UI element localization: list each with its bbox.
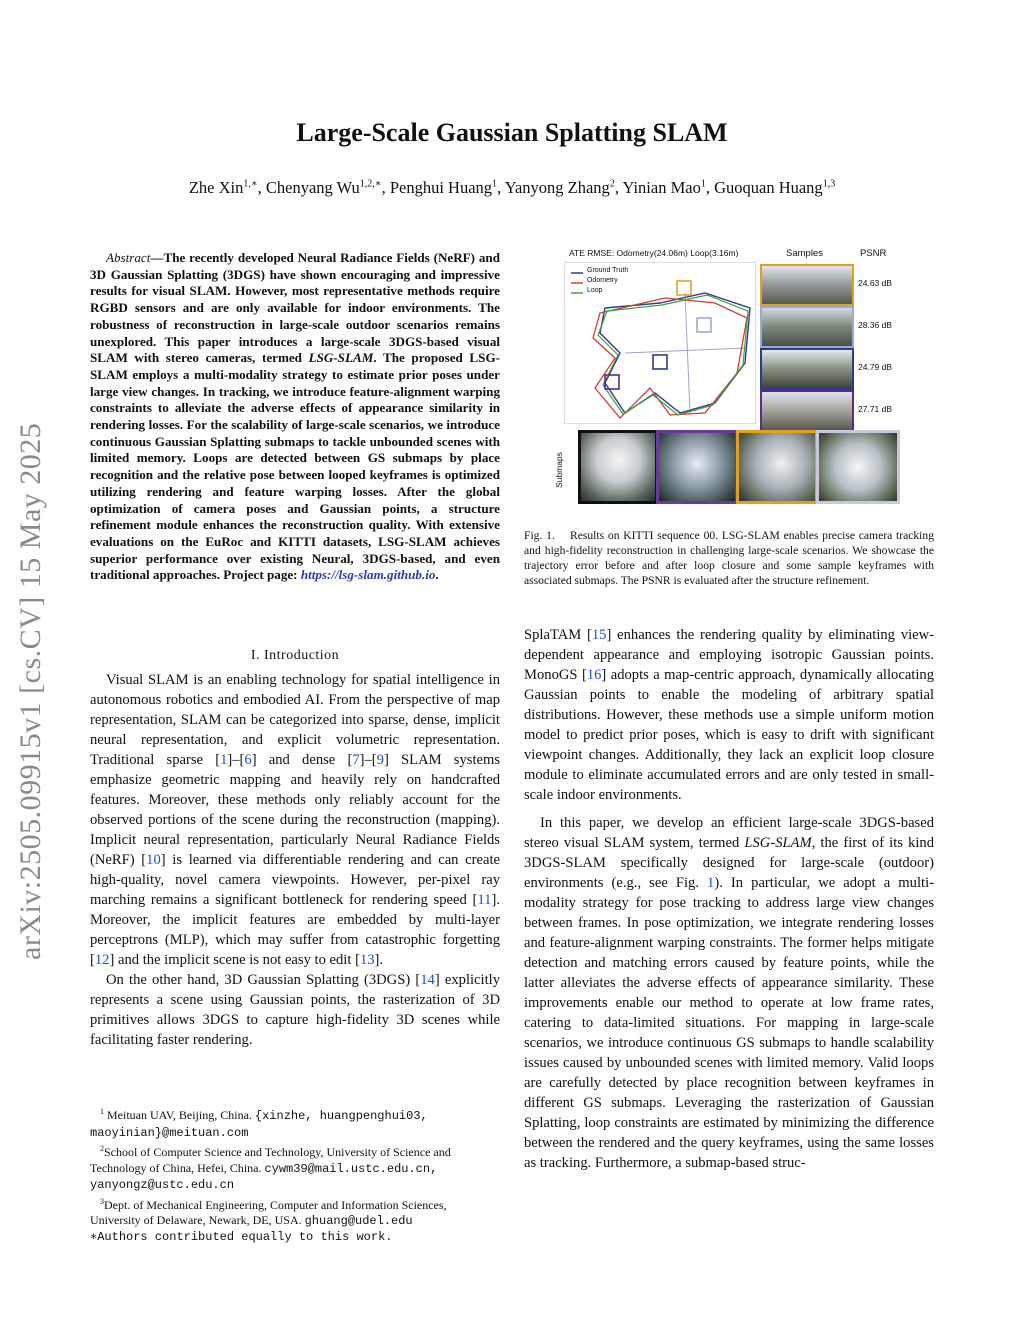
sample-marker xyxy=(697,318,711,332)
author: Guoquan Huang xyxy=(714,178,823,197)
right-column-text xyxy=(524,625,934,1173)
sample-keyframe xyxy=(760,390,854,432)
sample-marker xyxy=(677,281,691,295)
footnotes: $^1$ Meituan UAV, Beijing, China. {xinzhe, huangpenghui03, maoyinian}@meituan.com $^2$School of Computer Science and Technology, University of Science and Technology of China, Hefei, China. cywm39@mail.ustc.edu.cn, yanyongz@ustc.edu.cn $^3$Dept. of Mechanical Engineering, Computer and Information Sciences, University of Delaware, Newark, DE, USA. ghuang@udel.edu ∗Authors contributed equally to this work. xyxy=(90,1104,500,1245)
citation-link[interactable]: 7 xyxy=(352,752,360,768)
caption-label: Fig. 1. xyxy=(524,529,555,542)
submap-thumbnail xyxy=(736,430,818,504)
abstract: Abstract—The recently developed Neural Radiance Fields (NeRF) and 3D Gaussian Splatting (3DGS) have shown encouraging and impressive results for visual SLAM. However, most representative methods require RGBD sensors and are only available for indoor environments. The robustness of reconstruction in large-scale outdoor scenarios remains unexplored. This paper introduces a large-scale 3DGS-based visual SLAM with stereo cameras, termed LSG-SLAM. The proposed LSG-SLAM employs a multi-modality strategy to estimate prior poses under large view changes. In tracking, we introduce feature-alignment warping constraints to alleviate the adverse effects of appearance similarity in rendering losses. For the scalability of large-scale scenarios, we introduce continuous Gaussian Splatting submaps to tackle unbounded scenes with limited memory. Loops are detected between GS submaps by place recognition and the relative pose between looped keyframes is optimized utilizing rendering and feature warping losses. After the global optimization of camera poses and Gaussian points, a structure refinement module enhances the reconstruction quality. With extensive evaluations on the EuRoc and KITTI datasets, LSG-SLAM achieves superior performance over existing Neural, 3DGS-based, and even traditional approaches. Project page: https://lsg-slam.github.io. xyxy=(90,250,500,583)
citation-link[interactable]: 11 xyxy=(477,892,492,908)
email: {xinzhe, huangpenghui03, maoyinian}@meituan.com xyxy=(90,1109,428,1140)
citation-link[interactable]: 6 xyxy=(244,752,252,768)
citation-link[interactable]: 12 xyxy=(94,952,110,968)
citation-link[interactable]: 10 xyxy=(146,852,161,868)
citation-link[interactable]: 1 xyxy=(220,752,228,768)
sample-keyframe xyxy=(760,306,854,348)
arxiv-identifier: arXiv:2505.09915v1 [cs.CV] 15 May 2025 xyxy=(14,422,47,960)
citation-link[interactable]: 15 xyxy=(591,627,607,643)
paragraph: SplaTAM [15] enhances the rendering quality by eliminating view-dependent appearance and employing isotropic Gaussian points. MonoGS [16] adopts a map-centric approach, dynamically allocating Gaussian points to enable the modeling of arbitrary spatial distributions. However, these methods use a simple uniform motion model to predict prior poses, which is easy to drift with significant viewpoint changes. Additionally, they lack an explicit loop closure module to eliminate accumulated errors and are only tested in small-scale indoor environments. xyxy=(524,627,934,803)
paragraph: On the other hand, 3D Gaussian Splatting (3DGS) [14] explicitly represents a scene using Gaussian points, the rasterization of 3D primitives allows 3DGS to capture high-fidelity 3D scenes while facilitating faster rendering. xyxy=(90,972,500,1048)
loop-trajectory xyxy=(598,295,748,415)
psnr-label: PSNR xyxy=(860,248,887,259)
trajectory-plot xyxy=(564,262,756,424)
citation-link[interactable]: 9 xyxy=(376,752,384,768)
submap-thumbnail xyxy=(816,430,900,504)
legend-label: Odometry xyxy=(587,277,618,284)
sample-marker xyxy=(653,355,667,369)
abstract-label: Abstract xyxy=(106,250,151,265)
submap-thumbnail xyxy=(578,430,658,504)
ground-truth-trajectory xyxy=(600,293,750,413)
figure-caption: Fig. 1. Results on KITTI sequence 00. LSG-SLAM enables precise camera tracking and high-fidelity reconstruction in challenging large-scale scenarios. We showcase the trajectory error before and after loop closure and some sample keyframes with associated submaps. The PSNR is evaluated after the structure refinement. xyxy=(524,529,934,587)
section-heading-introduction: I. Introduction xyxy=(250,648,340,663)
author: Chenyang Wu xyxy=(265,178,360,197)
legend-label: Ground Truth xyxy=(587,267,629,274)
submaps-label: Submaps xyxy=(554,452,564,488)
legend-label: Loop xyxy=(587,287,603,294)
author: Zhe Xin xyxy=(188,178,244,197)
sample-keyframe xyxy=(760,264,854,306)
email: ghuang@udel.edu xyxy=(304,1214,413,1228)
citation-link[interactable]: 16 xyxy=(586,667,602,683)
project-page-link[interactable]: https://lsg-slam.github.io xyxy=(300,567,436,583)
psnr-value: 24.63 dB xyxy=(858,278,893,288)
author-list: Zhe Xin$^{1,∗}$, Chenyang $Wu^{1,2,∗}$, Penghui Huang$^1$, Yanyong Zhang$^2$, Yinian Mao$^1$, Guoquan Huang$^{1,3}$ xyxy=(188,178,836,197)
email: cywm39@mail.ustc.edu.cn, yanyongz@ustc.edu.cn xyxy=(90,1161,438,1192)
author: Yinian Mao xyxy=(622,178,701,197)
citation-link[interactable]: 14 xyxy=(420,972,435,988)
submap-thumbnail xyxy=(656,430,738,504)
figure-reference-link[interactable]: 1 xyxy=(707,875,715,891)
citation-link[interactable]: 13 xyxy=(359,952,375,968)
introduction-text xyxy=(90,670,500,1050)
ate-label: ATE RMSE: Odometry(24.06m) Loop(3.16m) xyxy=(569,248,739,258)
paragraph: Visual SLAM is an enabling technology for spatial intelligence in autonomous robotics and embodied AI. From the perspective of map representation, SLAM can be categorized into sparse, dense, implicit neural representation, and explicit volumetric representation. Traditional sparse [1]–[6] and dense [7]–[9] SLAM systems emphasize geometric mapping and heavily rely on handcrafted features. Moreover, these methods only reliably account for the observed portions of the scene during the reconstruction (mapping). Implicit neural representation, particularly Neural Radiance Fields (NeRF) [10] is learned via differentiable rendering and can create high-quality, novel camera viewpoints. However, per-pixel ray marching remains a significant bottleneck for rendering speed [11]. Moreover, the implicit features are embedded by multi-layer perceptrons (MLP), which may suffer from catastrophic forgetting [12] and the implicit scene is not easy to edit [13]. xyxy=(90,672,501,968)
samples-label: Samples xyxy=(786,248,823,259)
psnr-value: 28.36 dB xyxy=(858,320,893,330)
footnote-equal-contribution: ∗Authors contributed equally to this work. xyxy=(90,1229,393,1244)
author: Penghui Huang xyxy=(389,178,493,197)
sample-keyframe xyxy=(760,348,854,390)
paragraph: In this paper, we develop an efficient large-scale 3DGS-based stereo visual SLAM system, termed LSG-SLAM, the first of its kind 3DGS-SLAM specifically designed for large-scale (outdoor) environments (e.g., see Fig. 1). In particular, we adopt a multi-modality strategy for pose tracking to address large view changes between frames. In pose optimization, we integrate rendering losses and feature-alignment warping constraints. The former helps mitigate detection and matching errors caused by feature points, while the latter alleviates the adverse effects of appearance similarity. These improvements enable our method to operate at low frame rates, catering to data-limited situations. For mapping in large-scale scenarios, we introduce continuous GS submaps to handle scalability issues caused by unbounded scenes with limited memory. Valid loops are carefully detected by place recognition between keyframes in different GS submaps. Leveraging the rasterization of Gaussian Splatting, loop constraints are estimated by minimizing the difference between the rendered and the query keyframes, using the same losses as tracking. Furthermore, a submap-based struc- xyxy=(524,815,934,1171)
psnr-value: 27.71 dB xyxy=(858,404,893,414)
legend xyxy=(571,273,583,293)
author: Yanyong Zhang xyxy=(504,178,610,197)
figure-1 xyxy=(524,240,936,508)
paper-title: Large-Scale Gaussian Splatting SLAM xyxy=(296,118,728,147)
psnr-value: 24.79 dB xyxy=(858,362,893,372)
